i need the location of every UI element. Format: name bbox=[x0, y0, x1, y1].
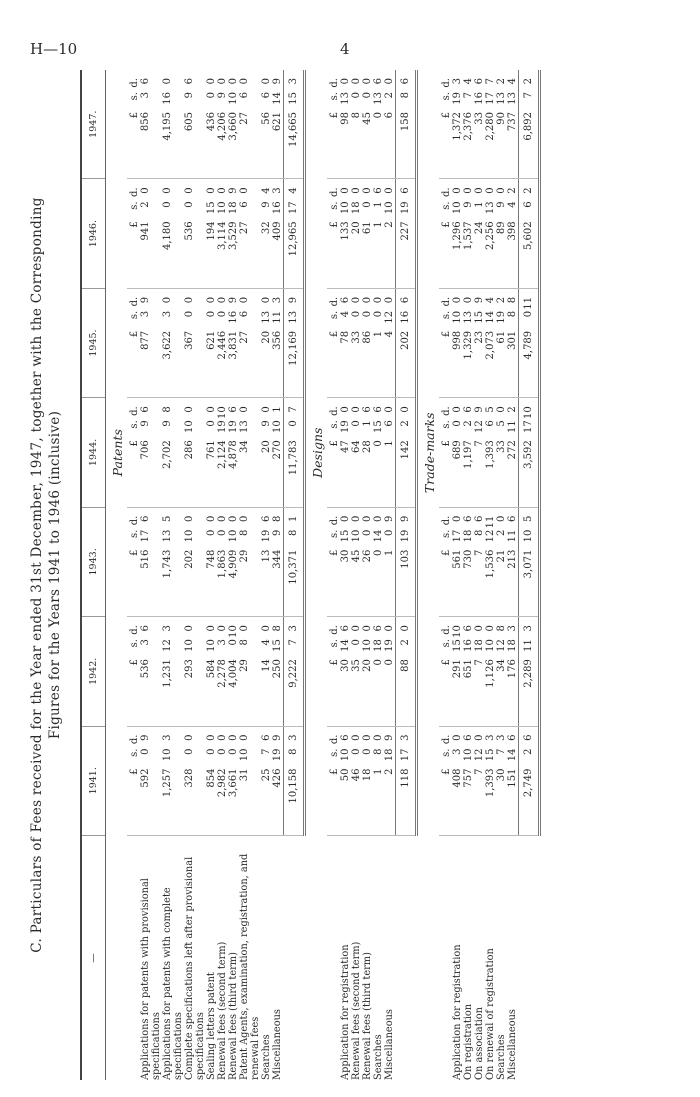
amount-cell: 1,19726 bbox=[463, 398, 474, 507]
year-header-1943: 1943. bbox=[81, 507, 106, 616]
total-cell: 227196 bbox=[396, 179, 417, 288]
row-label: Complete specifications left after provisional specifications bbox=[184, 856, 206, 1080]
amount-cell: 2760 bbox=[239, 288, 261, 397]
amount-cell: 2760 bbox=[239, 70, 261, 179]
amount-cell: 2410 bbox=[474, 179, 485, 288]
amount-cell: 4,20690 bbox=[217, 70, 228, 179]
fees-table bbox=[80, 70, 541, 1080]
units-cell: £s.d. bbox=[327, 288, 340, 397]
amount-cell: 584100 bbox=[206, 617, 217, 726]
row-label: On renewal of registration bbox=[485, 948, 496, 1080]
section-heading-row bbox=[417, 70, 440, 1080]
amount-cell: 32800 bbox=[184, 726, 206, 835]
amount-cell: 356113 bbox=[272, 288, 284, 397]
year-header-1946: 1946. bbox=[81, 179, 106, 288]
amount-cell: 90132 bbox=[496, 70, 507, 179]
amount-cell: 47190 bbox=[340, 398, 351, 507]
amount-cell: 426199 bbox=[272, 726, 284, 835]
total-cell: 9,22273 bbox=[284, 617, 305, 726]
row-label: Searches bbox=[496, 1034, 507, 1080]
units-cell: £s.d. bbox=[327, 70, 340, 179]
total-row bbox=[519, 70, 540, 1080]
units-cell: £s.d. bbox=[327, 179, 340, 288]
row-label: Applications for patents with provisional specifications bbox=[140, 878, 162, 1080]
amount-cell: 0190 bbox=[384, 617, 396, 726]
section-heading: Trade-marks bbox=[422, 412, 437, 494]
header-row bbox=[81, 70, 106, 1080]
amount-cell: 133100 bbox=[340, 179, 351, 288]
units-cell: £s.d. bbox=[127, 726, 140, 835]
amount-cell: 40830 bbox=[452, 726, 463, 835]
row-label: Sealing letters patent bbox=[206, 972, 217, 1080]
amount-cell: 1,296100 bbox=[452, 179, 463, 288]
row-label: Renewal fees (second term) bbox=[217, 941, 228, 1080]
title-line-2: Figures for the Years 1941 to 1946 (inclusive) bbox=[47, 410, 63, 740]
amount-cell: 31100 bbox=[239, 726, 261, 835]
amount-cell: 76100 bbox=[206, 398, 217, 507]
table-row bbox=[140, 70, 162, 1080]
amount-cell: 94120 bbox=[140, 179, 162, 288]
amount-cell: 2189 bbox=[384, 726, 396, 835]
amount-cell: 213116 bbox=[507, 507, 519, 616]
total-spacer bbox=[519, 835, 540, 1080]
table-body bbox=[106, 70, 540, 1080]
amount-cell: 730186 bbox=[463, 507, 474, 616]
amount-cell: 2,44600 bbox=[217, 288, 228, 397]
amount-cell: 1,231123 bbox=[162, 617, 184, 726]
amount-cell: 2090 bbox=[261, 398, 272, 507]
table-row bbox=[351, 70, 362, 1080]
total-cell: 3,5921710 bbox=[519, 398, 540, 507]
amount-cell: 61192 bbox=[496, 288, 507, 397]
amount-cell: 1,86300 bbox=[217, 507, 228, 616]
units-cell: £s.d. bbox=[439, 179, 452, 288]
amount-cell: 8990 bbox=[496, 179, 507, 288]
table-row bbox=[228, 70, 239, 1080]
amount-cell: 4600 bbox=[351, 726, 362, 835]
row-label: Application for registration bbox=[452, 944, 463, 1080]
amount-cell: 36700 bbox=[184, 288, 206, 397]
total-spacer bbox=[396, 835, 417, 1080]
amount-cell: 180 bbox=[373, 726, 384, 835]
units-cell: £s.d. bbox=[439, 726, 452, 835]
row-label: Miscellaneous bbox=[384, 1009, 395, 1080]
amount-cell: 176183 bbox=[507, 617, 519, 726]
amount-cell: 6100 bbox=[362, 179, 373, 288]
section-heading: Patents bbox=[110, 429, 125, 477]
page-header bbox=[0, 0, 700, 60]
total-cell: 118173 bbox=[396, 726, 417, 835]
amount-cell: 30188 bbox=[507, 288, 519, 397]
units-cell: £s.d. bbox=[439, 617, 452, 726]
units-cell: £s.d. bbox=[127, 507, 140, 616]
total-cell: 5,60262 bbox=[519, 179, 540, 288]
total-cell: 3,071105 bbox=[519, 507, 540, 616]
units-cell: £s.d. bbox=[327, 726, 340, 835]
amount-cell: 272112 bbox=[507, 398, 519, 507]
row-label: Patent Agents, examination, registration, and renewal fees bbox=[239, 853, 261, 1080]
amount-cell: 1,5361211 bbox=[485, 507, 496, 616]
section-heading-spacer bbox=[106, 835, 128, 1080]
amount-cell: 0140 bbox=[373, 507, 384, 616]
total-cell: 10,37181 bbox=[284, 507, 305, 616]
amount-cell: 3,660100 bbox=[228, 70, 239, 179]
year-header-1947: 1947. bbox=[81, 70, 106, 179]
amount-cell: 43600 bbox=[206, 70, 217, 179]
amount-cell: 3350 bbox=[496, 398, 507, 507]
total-cell: 12,965174 bbox=[284, 179, 305, 288]
amount-cell: 2,073144 bbox=[485, 288, 496, 397]
amount-cell: 621149 bbox=[272, 70, 284, 179]
amount-cell: 34128 bbox=[496, 617, 507, 726]
table-row bbox=[485, 70, 496, 1080]
units-row bbox=[439, 70, 452, 1080]
amount-cell: 68900 bbox=[452, 398, 463, 507]
amount-cell: 85400 bbox=[206, 726, 217, 835]
amount-cell: 20100 bbox=[362, 617, 373, 726]
amount-cell: 7180 bbox=[474, 617, 485, 726]
total-cell: 12,169139 bbox=[284, 288, 305, 397]
row-label: Renewal fees (third term) bbox=[362, 952, 373, 1080]
amount-cell: 2980 bbox=[239, 617, 261, 726]
total-cell: 103199 bbox=[396, 507, 417, 616]
amount-cell: 737134 bbox=[507, 70, 519, 179]
amount-cell: 2120 bbox=[496, 507, 507, 616]
header-label-column: — bbox=[81, 835, 106, 1080]
section-heading: Designs bbox=[310, 427, 325, 478]
year-header-1941: 1941. bbox=[81, 726, 106, 835]
amount-cell: 2,27830 bbox=[217, 617, 228, 726]
units-cell: £s.d. bbox=[327, 507, 340, 616]
amount-cell: 20130 bbox=[261, 288, 272, 397]
amount-cell: 23159 bbox=[474, 288, 485, 397]
table-row bbox=[340, 70, 351, 1080]
amount-cell: 45100 bbox=[351, 507, 362, 616]
amount-cell: 100 bbox=[373, 288, 384, 397]
table-title bbox=[28, 70, 64, 1080]
total-cell: 14220 bbox=[396, 398, 417, 507]
row-label: Renewal fees (second term) bbox=[351, 941, 362, 1080]
amount-cell: 3294 bbox=[261, 179, 272, 288]
amount-cell: 109 bbox=[384, 507, 396, 616]
amount-cell: 74800 bbox=[206, 507, 217, 616]
amount-cell: 7120 bbox=[474, 726, 485, 835]
row-label: Searches bbox=[261, 1034, 272, 1080]
amount-cell: 50106 bbox=[340, 726, 351, 835]
amount-cell: 1,126100 bbox=[485, 617, 496, 726]
amount-cell: 151146 bbox=[507, 726, 519, 835]
units-cell: £s.d. bbox=[327, 398, 340, 507]
units-spacer bbox=[439, 835, 452, 1080]
section-heading-spacer bbox=[417, 835, 440, 1080]
rotated-table-container bbox=[20, 70, 660, 1080]
amount-cell: 0156 bbox=[373, 398, 384, 507]
year-header-1944: 1944. bbox=[81, 398, 106, 507]
units-cell: £s.d. bbox=[327, 617, 340, 726]
amount-cell: 1,39365 bbox=[485, 398, 496, 507]
amount-cell: 3,831169 bbox=[228, 288, 239, 397]
units-cell: £s.d. bbox=[439, 398, 452, 507]
amount-cell: 4,878196 bbox=[228, 398, 239, 507]
amount-cell: 1,372193 bbox=[452, 70, 463, 179]
amount-cell: 998100 bbox=[452, 288, 463, 397]
amount-cell: 62100 bbox=[206, 288, 217, 397]
row-label: Miscellaneous bbox=[272, 1009, 283, 1080]
table-row bbox=[474, 70, 485, 1080]
units-cell: £s.d. bbox=[127, 288, 140, 397]
amount-cell: 39842 bbox=[507, 179, 519, 288]
amount-cell: 250158 bbox=[272, 617, 284, 726]
amount-cell: 160 bbox=[384, 398, 396, 507]
units-spacer bbox=[327, 835, 340, 1080]
amount-cell: 516176 bbox=[140, 507, 162, 616]
amount-cell: 20180 bbox=[351, 179, 362, 288]
section-heading-row bbox=[106, 70, 128, 1080]
amount-cell: 757106 bbox=[463, 726, 474, 835]
table-row bbox=[496, 70, 507, 1080]
amount-cell: 0186 bbox=[373, 617, 384, 726]
amount-cell: 2,98200 bbox=[217, 726, 228, 835]
amount-cell: 60596 bbox=[184, 70, 206, 179]
section-heading-row bbox=[305, 70, 328, 1080]
year-header-1942: 1942. bbox=[81, 617, 106, 726]
total-spacer bbox=[284, 835, 305, 1080]
amount-cell: 293100 bbox=[184, 617, 206, 726]
amount-cell: 3,114100 bbox=[217, 179, 228, 288]
amount-cell: 53636 bbox=[140, 617, 162, 726]
units-cell: £s.d. bbox=[127, 179, 140, 288]
units-cell: £s.d. bbox=[439, 70, 452, 179]
amount-cell: 270101 bbox=[272, 398, 284, 507]
total-row bbox=[284, 70, 305, 1080]
table-row bbox=[452, 70, 463, 1080]
title-line-1: C. Particulars of Fees received for the Year ended 31st December, 1947, together with the Corresponding bbox=[29, 197, 45, 953]
amount-cell: 1,743135 bbox=[162, 507, 184, 616]
amount-cell: 3,529189 bbox=[228, 179, 239, 288]
amount-cell: 2760 bbox=[239, 179, 261, 288]
table-row bbox=[162, 70, 184, 1080]
units-cell: £s.d. bbox=[439, 507, 452, 616]
table-row bbox=[206, 70, 217, 1080]
amount-cell: 1,53790 bbox=[463, 179, 474, 288]
amount-cell: 1,257103 bbox=[162, 726, 184, 835]
amount-cell: 2600 bbox=[362, 507, 373, 616]
amount-cell: 4,195160 bbox=[162, 70, 184, 179]
total-cell: 2,289113 bbox=[519, 617, 540, 726]
row-label: On registration bbox=[463, 1003, 474, 1080]
table-row bbox=[261, 70, 272, 1080]
amount-cell: 30146 bbox=[340, 617, 351, 726]
amount-cell: 116 bbox=[373, 179, 384, 288]
amount-cell: 4,909100 bbox=[228, 507, 239, 616]
amount-cell: 2100 bbox=[384, 179, 396, 288]
amount-cell: 2,37674 bbox=[463, 70, 474, 179]
table-row bbox=[272, 70, 284, 1080]
units-row bbox=[327, 70, 340, 1080]
total-cell: 8820 bbox=[396, 617, 417, 726]
units-row bbox=[127, 70, 140, 1080]
amount-cell: 2,70298 bbox=[162, 398, 184, 507]
amount-cell: 5660 bbox=[261, 70, 272, 179]
total-cell: 202166 bbox=[396, 288, 417, 397]
total-cell: 10,15883 bbox=[284, 726, 305, 835]
amount-cell: 620 bbox=[384, 70, 396, 179]
amount-cell: 3,66100 bbox=[228, 726, 239, 835]
table-row bbox=[463, 70, 474, 1080]
amount-cell: 2,280177 bbox=[485, 70, 496, 179]
amount-cell: 800 bbox=[351, 70, 362, 179]
table-row bbox=[184, 70, 206, 1080]
amount-cell: 1,393153 bbox=[485, 726, 496, 835]
row-label: On association bbox=[474, 1007, 485, 1080]
amount-cell: 0136 bbox=[373, 70, 384, 179]
amount-cell: 1,329130 bbox=[463, 288, 474, 397]
amount-cell: 7846 bbox=[340, 288, 351, 397]
amount-cell: 13196 bbox=[261, 507, 272, 616]
amount-cell: 409163 bbox=[272, 179, 284, 288]
total-cell: 4,789011 bbox=[519, 288, 540, 397]
total-row bbox=[396, 70, 417, 1080]
amount-cell: 4,004010 bbox=[228, 617, 239, 726]
amount-cell: 2,256130 bbox=[485, 179, 496, 288]
amount-cell: 4500 bbox=[362, 70, 373, 179]
row-label: Applications for patents with complete specifications bbox=[162, 887, 184, 1080]
amount-cell: 4,18000 bbox=[162, 179, 184, 288]
amount-cell: 85636 bbox=[140, 70, 162, 179]
amount-cell: 34498 bbox=[272, 507, 284, 616]
row-label: Searches bbox=[373, 1034, 384, 1080]
table-row bbox=[373, 70, 384, 1080]
amount-cell: 3073 bbox=[496, 726, 507, 835]
amount-cell: 59209 bbox=[140, 726, 162, 835]
page-number: 4 bbox=[340, 40, 350, 58]
page-code: H—10 bbox=[30, 40, 78, 58]
table-row bbox=[239, 70, 261, 1080]
amount-cell: 286100 bbox=[184, 398, 206, 507]
amount-cell: 98130 bbox=[340, 70, 351, 179]
total-cell: 11,78307 bbox=[284, 398, 305, 507]
row-label: Application for registration bbox=[340, 944, 351, 1080]
units-cell: £s.d. bbox=[127, 70, 140, 179]
table-row bbox=[507, 70, 519, 1080]
units-cell: £s.d. bbox=[127, 617, 140, 726]
amount-cell: 2816 bbox=[362, 398, 373, 507]
row-label: Miscellaneous bbox=[507, 1009, 518, 1080]
amount-cell: 651166 bbox=[463, 617, 474, 726]
amount-cell: 33166 bbox=[474, 70, 485, 179]
amount-cell: 561170 bbox=[452, 507, 463, 616]
amount-cell: 1440 bbox=[261, 617, 272, 726]
row-label: Renewal fees (third term) bbox=[228, 952, 239, 1080]
year-header-1945: 1945. bbox=[81, 288, 106, 397]
amount-cell: 786 bbox=[474, 507, 485, 616]
section-heading-spacer bbox=[305, 835, 328, 1080]
total-cell: 15886 bbox=[396, 70, 417, 179]
amount-cell: 194150 bbox=[206, 179, 217, 288]
total-cell: 2,74926 bbox=[519, 726, 540, 835]
amount-cell: 87739 bbox=[140, 288, 162, 397]
table-row bbox=[384, 70, 396, 1080]
amount-cell: 53600 bbox=[184, 179, 206, 288]
amount-cell: 1800 bbox=[362, 726, 373, 835]
amount-cell: 8600 bbox=[362, 288, 373, 397]
amount-cell: 4120 bbox=[384, 288, 396, 397]
amount-cell: 34130 bbox=[239, 398, 261, 507]
amount-cell: 3500 bbox=[351, 617, 362, 726]
total-cell: 6,89272 bbox=[519, 70, 540, 179]
amount-cell: 2,1241910 bbox=[217, 398, 228, 507]
amount-cell: 3300 bbox=[351, 288, 362, 397]
table-row bbox=[362, 70, 373, 1080]
units-cell: £s.d. bbox=[439, 288, 452, 397]
amount-cell: 7129 bbox=[474, 398, 485, 507]
units-spacer bbox=[127, 835, 140, 1080]
amount-cell: 2576 bbox=[261, 726, 272, 835]
amount-cell: 70696 bbox=[140, 398, 162, 507]
amount-cell: 6400 bbox=[351, 398, 362, 507]
units-cell: £s.d. bbox=[127, 398, 140, 507]
total-cell: 14,665153 bbox=[284, 70, 305, 179]
amount-cell: 2911510 bbox=[452, 617, 463, 726]
amount-cell: 2980 bbox=[239, 507, 261, 616]
table-row bbox=[217, 70, 228, 1080]
amount-cell: 30150 bbox=[340, 507, 351, 616]
amount-cell: 202100 bbox=[184, 507, 206, 616]
amount-cell: 3,62230 bbox=[162, 288, 184, 397]
